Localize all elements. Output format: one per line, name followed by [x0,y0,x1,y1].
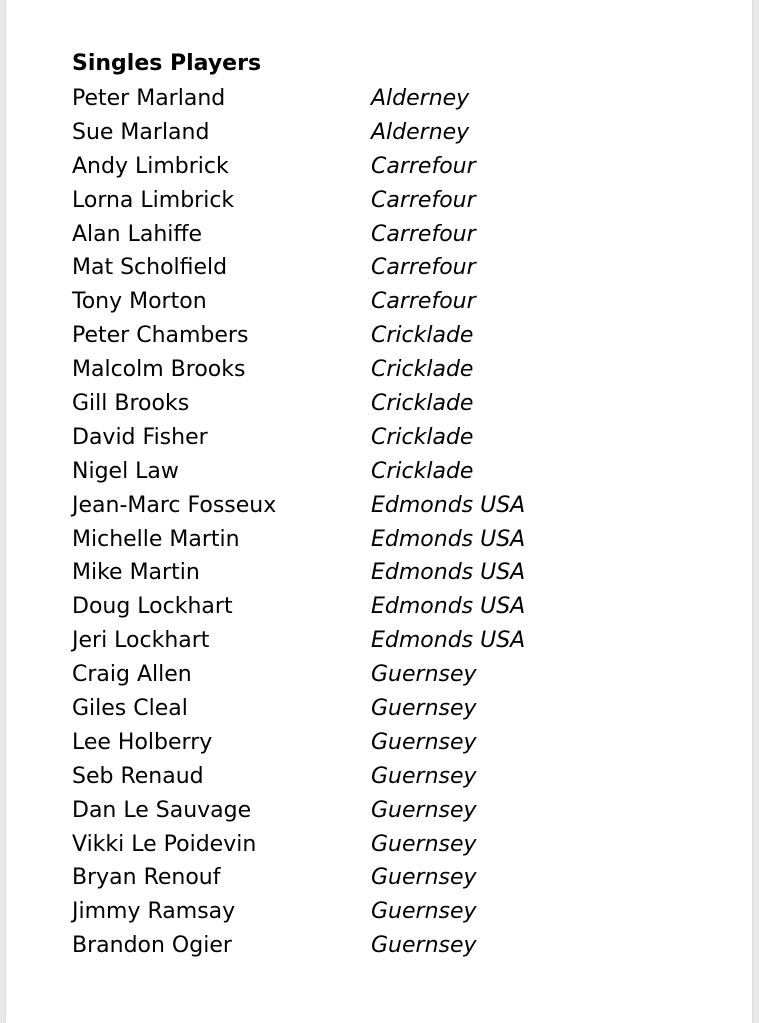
player-name: Mat Scholfield [72,255,228,281]
player-row [72,523,712,557]
player-row [72,489,712,523]
player-club: Carrefour [371,153,476,179]
player-row [72,82,712,116]
player-club: Guernsey [371,797,477,823]
player-name: Sue Marland [72,119,210,145]
player-name: Jimmy Ramsay [72,899,236,925]
player-club: Guernsey [371,899,477,925]
player-name: Craig Allen [72,662,192,688]
player-row [72,624,712,658]
player-club: Guernsey [371,831,477,857]
player-club: Carrefour [371,221,476,247]
player-club: Guernsey [371,763,477,789]
player-row [72,861,712,895]
player-club: Cricklade [371,391,474,417]
player-name: Lee Holberry [72,729,213,755]
player-club: Edmonds USA [371,560,526,586]
player-name: Tony Morton [72,289,207,315]
player-club: Carrefour [371,187,476,213]
player-name: Peter Chambers [72,323,249,349]
player-name: Jean-Marc Fosseux [72,492,277,518]
player-name: Jeri Lockhart [72,628,210,654]
player-row [72,828,712,862]
player-row [72,929,712,963]
player-club: Edmonds USA [371,594,526,620]
player-club: Cricklade [371,424,474,450]
players-list [72,82,712,963]
player-club: Cricklade [371,458,474,484]
player-row [72,387,712,421]
player-row [72,556,712,590]
page-heading: Singles Players [72,51,262,76]
player-row [72,895,712,929]
player-club: Alderney [371,86,470,111]
player-row [72,658,712,692]
player-name: Brandon Ogier [72,933,232,959]
player-club: Carrefour [371,255,476,281]
player-name: Gill Brooks [72,391,190,417]
player-name: Nigel Law [72,458,179,484]
player-row [72,590,712,624]
player-row [72,319,712,353]
player-row [72,285,712,319]
player-row [72,116,712,150]
player-name: Alan Lahiffe [72,221,203,247]
player-club: Edmonds USA [371,628,526,654]
player-row [72,353,712,387]
player-name: Giles Cleal [72,696,188,722]
player-name: Mike Martin [72,560,200,586]
player-name: Lorna Limbrick [72,187,235,213]
player-name: Peter Marland [72,86,226,111]
player-row [72,692,712,726]
player-row [72,150,712,184]
player-row [72,251,712,285]
player-row [72,218,712,252]
player-club: Guernsey [371,729,477,755]
player-row [72,794,712,828]
player-club: Guernsey [371,933,477,959]
player-club: Carrefour [371,289,476,315]
player-club: Guernsey [371,662,477,688]
player-row [72,455,712,489]
player-name: Malcolm Brooks [72,357,246,383]
player-name: Andy Limbrick [72,153,229,179]
player-name: David Fisher [72,424,208,450]
player-name: Dan Le Sauvage [72,797,252,823]
player-club: Guernsey [371,865,477,891]
player-name: Bryan Renouf [72,865,221,891]
player-club: Guernsey [371,696,477,722]
document-page [6,0,752,1023]
player-name: Vikki Le Poidevin [72,831,257,857]
player-name: Doug Lockhart [72,594,233,620]
player-club: Edmonds USA [371,526,526,552]
player-name: Seb Renaud [72,763,204,789]
player-row [72,726,712,760]
player-club: Cricklade [371,357,474,383]
player-club: Edmonds USA [371,492,526,518]
player-club: Alderney [371,119,470,145]
player-name: Michelle Martin [72,526,240,552]
player-row [72,184,712,218]
player-row [72,421,712,455]
player-club: Cricklade [371,323,474,349]
player-row [72,760,712,794]
